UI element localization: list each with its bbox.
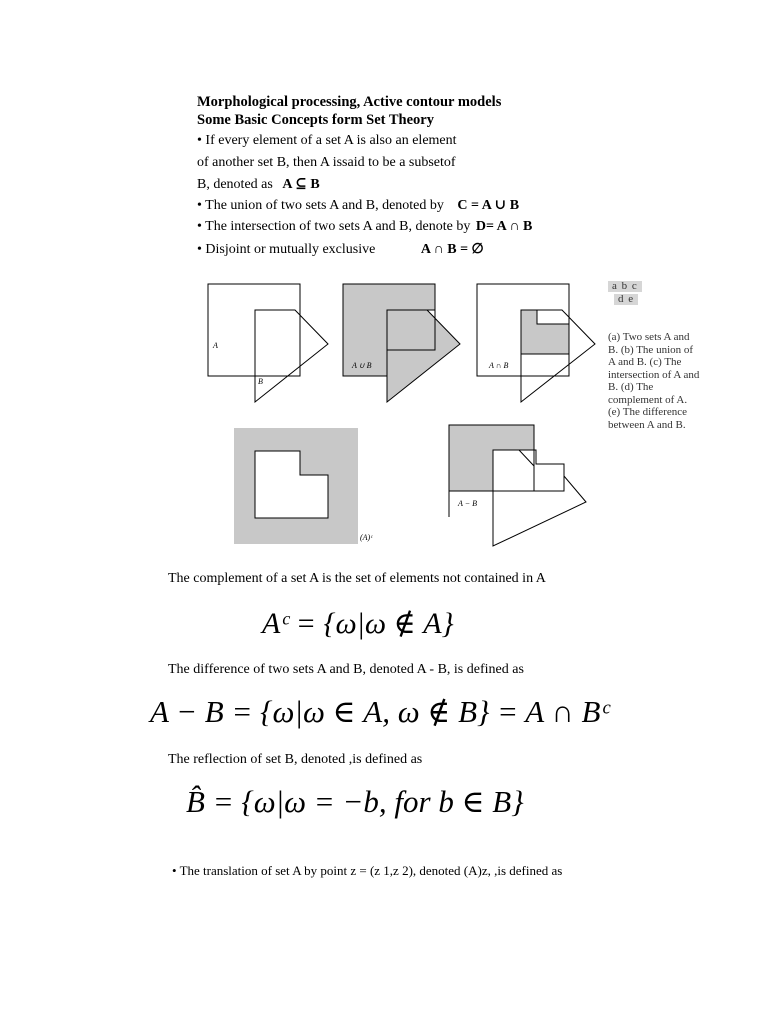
label-set-a: A [213,341,218,350]
label-union: A ∪ B [352,361,372,370]
subset-line-2: of another set B, then A issaid to be a subsetof [197,155,456,170]
difference-equation: A − B = {ω|ω ∈ A, ω ∉ B} = A ∩ Bᶜ [150,694,609,729]
label-intersection: A ∩ B [489,361,509,370]
diagram-e-difference [449,425,586,546]
subset-line-3 [197,176,320,194]
caption-text: (a) Two sets A and B. (b) The union of A and B. (c) The intersection of A and B. (d) The complement of A. (e) The difference between A and B. [608,331,700,431]
intersection-symbol: D= A ∩ B [475,219,533,234]
label-set-b: B [258,377,263,386]
legend-row-1: a b c [608,281,642,292]
disjoint-text: • Disjoint or mutually exclusive [197,242,376,257]
reflection-equation [186,784,524,820]
disjoint-symbol: A ∩ B = ∅ [420,242,484,257]
difference-paragraph: The difference of two sets A and B, denoted A - B, is defined as [168,662,524,677]
diagram-c-intersection [477,284,595,402]
page-title: Morphological processing, Active contour models [197,94,502,110]
union-line [197,197,519,215]
intersection-text: • The intersection of two sets A and B, denote by [197,219,471,234]
complement-paragraph: The complement of a set A is the set of elements not contained in A [168,571,546,586]
section-subtitle: Some Basic Concepts form Set Theory [197,112,434,128]
translation-paragraph: • The translation of set A by point z = (z 1,z 2), denoted (A)z, ,is defined as [172,863,563,878]
diagram-a-two-sets [208,284,328,402]
complement-equation: Aᶜ = {ω|ω ∉ A} [262,607,454,640]
subset-text: B, denoted as [197,177,273,192]
subset-line-1: • If every element of a set A is also an element [197,133,457,148]
union-symbol: C = A ∪ B [457,198,520,213]
intersection-line [197,218,532,236]
figure-legend [608,280,704,305]
diagram-b-union [343,284,460,402]
reflection-lhs: B̂ [186,784,205,819]
union-text: • The union of two sets A and B, denoted by [197,198,444,213]
subset-symbol: A ⊆ B [282,177,320,192]
reflection-rhs: = {ω|ω = −b, for b ∈ B} [212,784,524,819]
disjoint-line [197,241,484,259]
set-diagrams-figure [200,278,600,548]
legend-row-2: d e [614,294,638,305]
label-complement: (A)ᶜ [360,533,373,542]
reflection-paragraph: The reflection of set B, denoted ,is defined as [168,752,423,767]
figure-caption [604,280,704,431]
label-difference: A − B [458,499,478,508]
diagram-d-complement [234,428,373,544]
